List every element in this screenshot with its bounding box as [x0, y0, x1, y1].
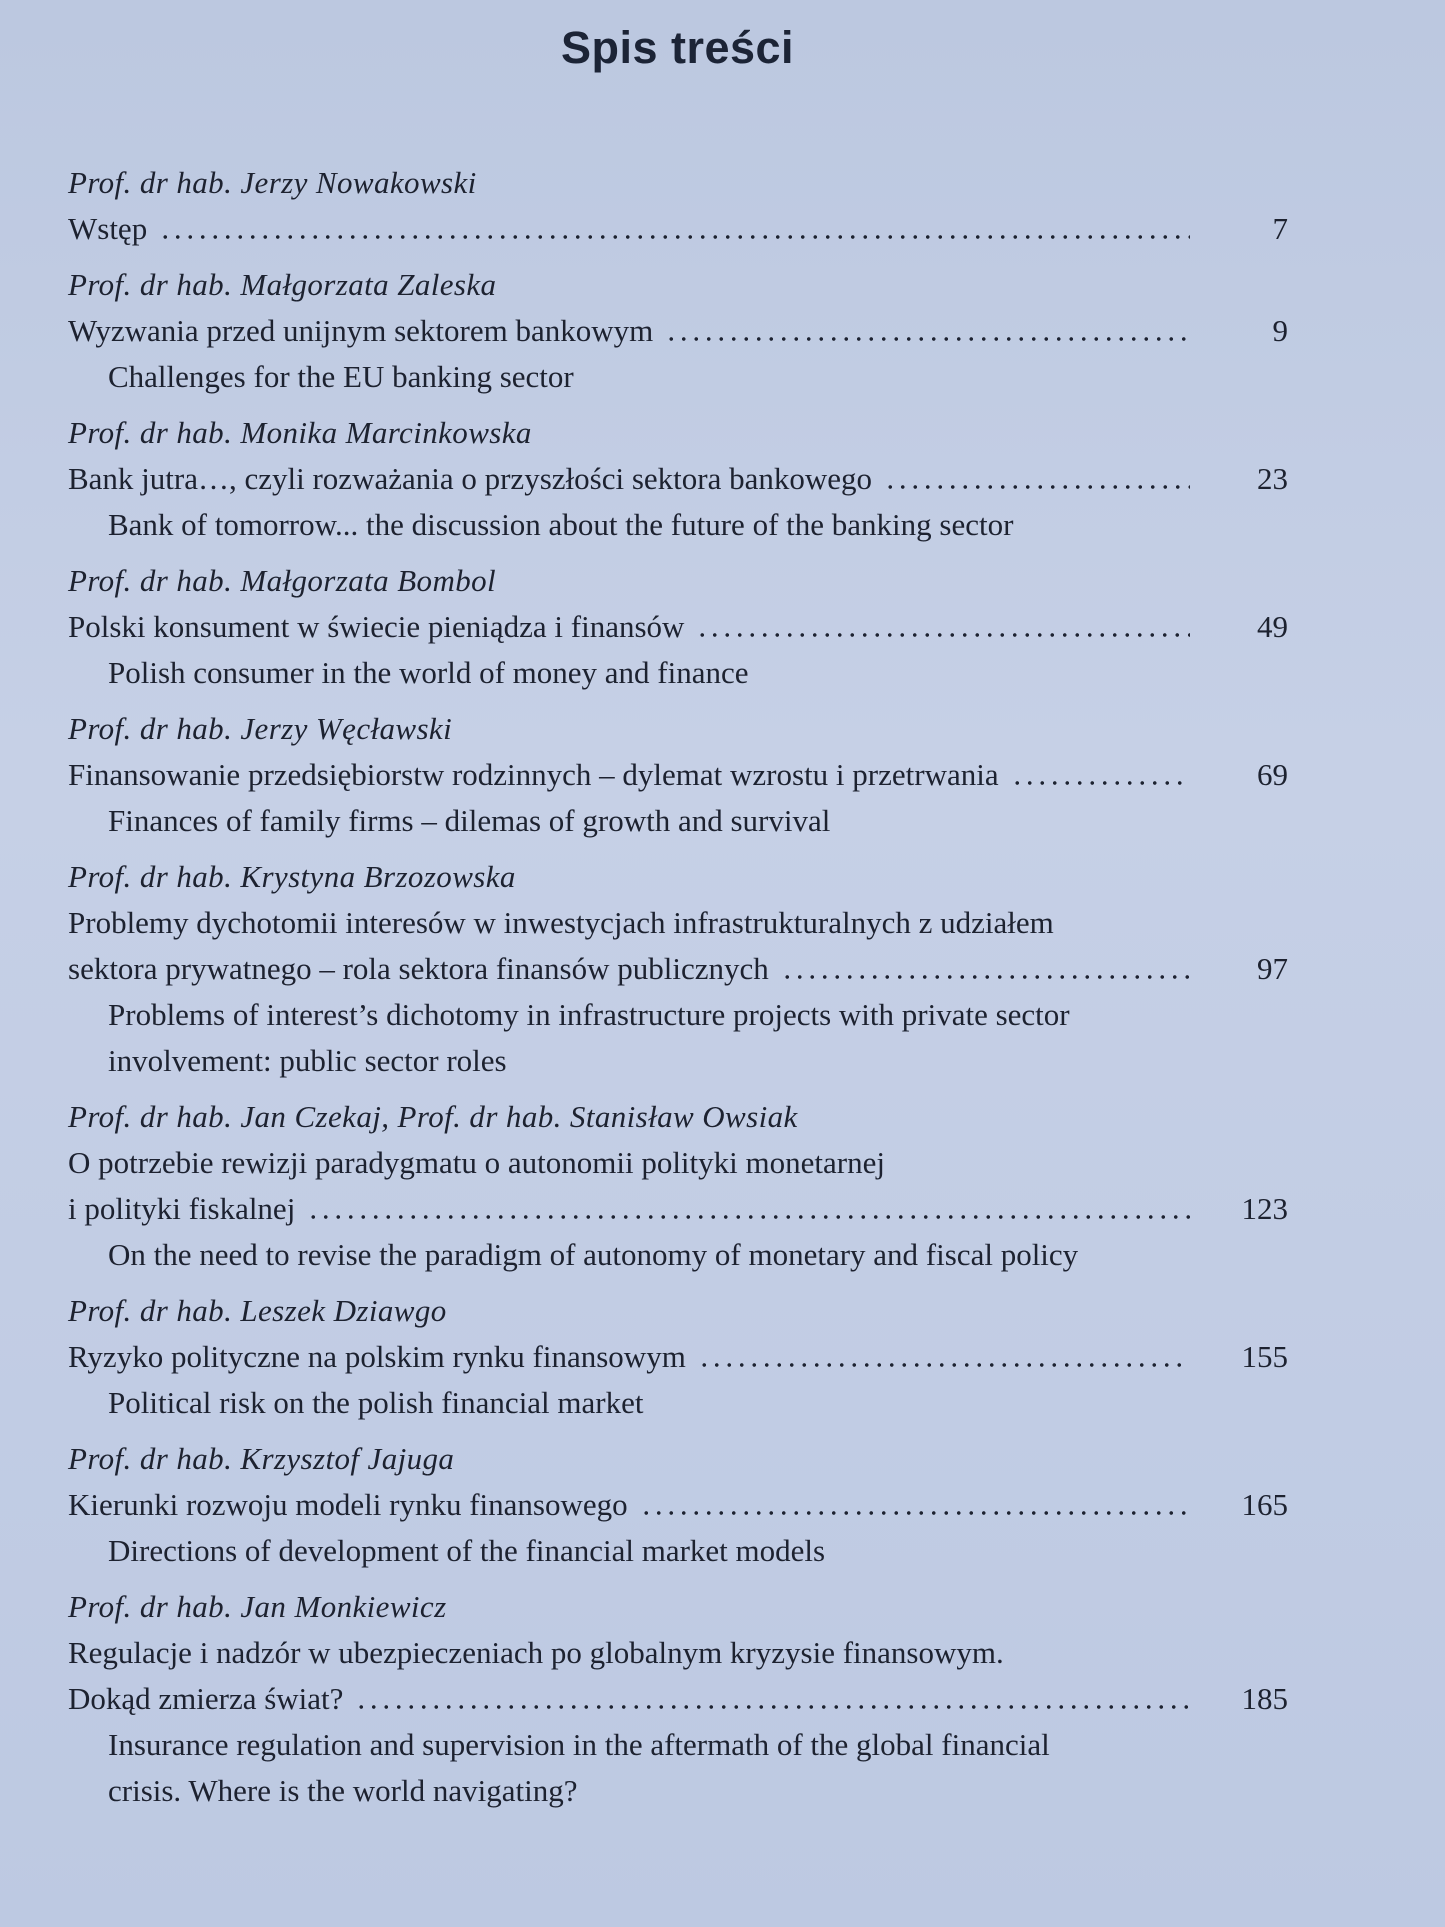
dot-leader	[1011, 781, 1190, 785]
entry-english-title: Challenges for the EU banking sector	[108, 359, 574, 394]
dot-leader	[781, 975, 1190, 979]
entry-english-title: Polish consumer in the world of money and finance	[108, 655, 749, 690]
dot-leader	[307, 1215, 1190, 1219]
entry-author: Prof. dr hab. Krystyna Brzozowska	[68, 859, 516, 894]
entry-page-number: 69	[1257, 757, 1288, 792]
toc-entry	[68, 706, 1298, 844]
entry-title: Dokąd zmierza świat?	[68, 1681, 344, 1716]
entry-english-title: On the need to revise the paradigm of autonomy of monetary and fiscal policy	[108, 1237, 1079, 1272]
entry-page-number: 123	[1241, 1191, 1288, 1226]
toc-entry	[68, 558, 1298, 696]
entry-author: Prof. dr hab. Jerzy Nowakowski	[68, 165, 477, 200]
dot-leader	[698, 1363, 1190, 1367]
entry-title-row[interactable]	[68, 1482, 1298, 1528]
toc-entry	[68, 410, 1298, 548]
dot-leader	[355, 1705, 1190, 1709]
entry-english-title: involvement: public sector roles	[108, 1043, 507, 1078]
entry-title: Wstęp	[68, 211, 148, 246]
entry-title: Ryzyko polityczne na polskim rynku finansowym	[68, 1339, 686, 1374]
entry-page-number: 97	[1257, 951, 1288, 986]
entry-page-number: 49	[1257, 609, 1288, 644]
entry-author: Prof. dr hab. Jerzy Węcławski	[68, 711, 453, 746]
entry-title-row[interactable]	[68, 752, 1298, 798]
entry-title: sektora prywatnego – rola sektora finansów publicznych	[68, 951, 769, 986]
entry-title-line[interactable]: Problemy dychotomii interesów w inwestycjach infrastrukturalnych z udziałem	[68, 905, 1054, 940]
entry-english-title: Finances of family firms – dilemas of growth and survival	[108, 803, 831, 838]
entry-title: i polityki fiskalnej	[68, 1191, 296, 1226]
dot-leader	[696, 633, 1190, 637]
entry-author: Prof. dr hab. Krzysztof Jajuga	[68, 1441, 455, 1476]
entry-english-title: Political risk on the polish financial market	[108, 1385, 644, 1420]
dot-leader	[665, 337, 1190, 341]
entry-author: Prof. dr hab. Małgorzata Bombol	[68, 563, 497, 598]
dot-leader	[159, 235, 1190, 239]
entry-english-title: crisis. Where is the world navigating?	[108, 1773, 578, 1808]
toc-entry	[68, 1094, 1298, 1278]
toc-entry	[68, 1584, 1298, 1814]
toc-entry	[68, 854, 1298, 1084]
entry-title-row[interactable]	[68, 946, 1298, 992]
entry-title: Kierunki rozwoju modeli rynku finansowego	[68, 1487, 628, 1522]
dot-leader	[884, 485, 1190, 489]
entry-page-number: 165	[1241, 1487, 1288, 1522]
entry-title-row[interactable]	[68, 456, 1298, 502]
entry-title-row[interactable]	[68, 308, 1298, 354]
entry-author: Prof. dr hab. Monika Marcinkowska	[68, 415, 532, 450]
entry-author: Prof. dr hab. Leszek Dziawgo	[68, 1293, 447, 1328]
entry-page-number: 155	[1241, 1339, 1288, 1374]
entry-english-title-line: Problems of interest’s dichotomy in infrastructure projects with private sector	[108, 997, 1070, 1032]
toc-entry	[68, 160, 1298, 252]
entry-page-number: 23	[1257, 461, 1288, 496]
entry-title-row[interactable]	[68, 604, 1298, 650]
entry-title: Wyzwania przed unijnym sektorem bankowym	[68, 313, 654, 348]
entry-page-number: 185	[1241, 1681, 1288, 1716]
entry-english-title: Bank of tomorrow... the discussion about the future of the banking sector	[108, 507, 1014, 542]
entry-author: Prof. dr hab. Jan Czekaj, Prof. dr hab. Stanisław Owsiak	[68, 1099, 798, 1134]
entry-title: Polski konsument w świecie pieniądza i finansów	[68, 609, 685, 644]
entry-english-title: Directions of development of the financial market models	[108, 1533, 826, 1568]
entry-title: Finansowanie przedsiębiorstw rodzinnych – dylemat wzrostu i przetrwania	[68, 757, 999, 792]
entry-title-row[interactable]	[68, 1334, 1298, 1380]
entry-title-row[interactable]	[68, 1186, 1298, 1232]
table-of-contents	[68, 160, 1298, 1824]
entry-author: Prof. dr hab. Jan Monkiewicz	[68, 1589, 447, 1624]
entry-page-number: 9	[1272, 313, 1288, 348]
entry-author: Prof. dr hab. Małgorzata Zaleska	[68, 267, 497, 302]
entry-title-row[interactable]	[68, 206, 1298, 252]
entry-title-row[interactable]	[68, 1676, 1298, 1722]
toc-entry	[68, 1288, 1298, 1426]
entry-english-title-line: Insurance regulation and supervision in the aftermath of the global financial	[108, 1727, 1050, 1762]
page-title: Spis treści	[560, 22, 795, 73]
entry-title-line[interactable]: O potrzebie rewizji paradygmatu o autonomii polityki monetarnej	[68, 1145, 885, 1180]
entry-page-number: 7	[1272, 211, 1288, 246]
toc-entry	[68, 262, 1298, 400]
entry-title-line[interactable]: Regulacje i nadzór w ubezpieczeniach po globalnym kryzysie finansowym.	[68, 1635, 1004, 1670]
entry-title: Bank jutra…, czyli rozważania o przyszłości sektora bankowego	[68, 461, 872, 496]
toc-entry	[68, 1436, 1298, 1574]
dot-leader	[640, 1511, 1190, 1515]
